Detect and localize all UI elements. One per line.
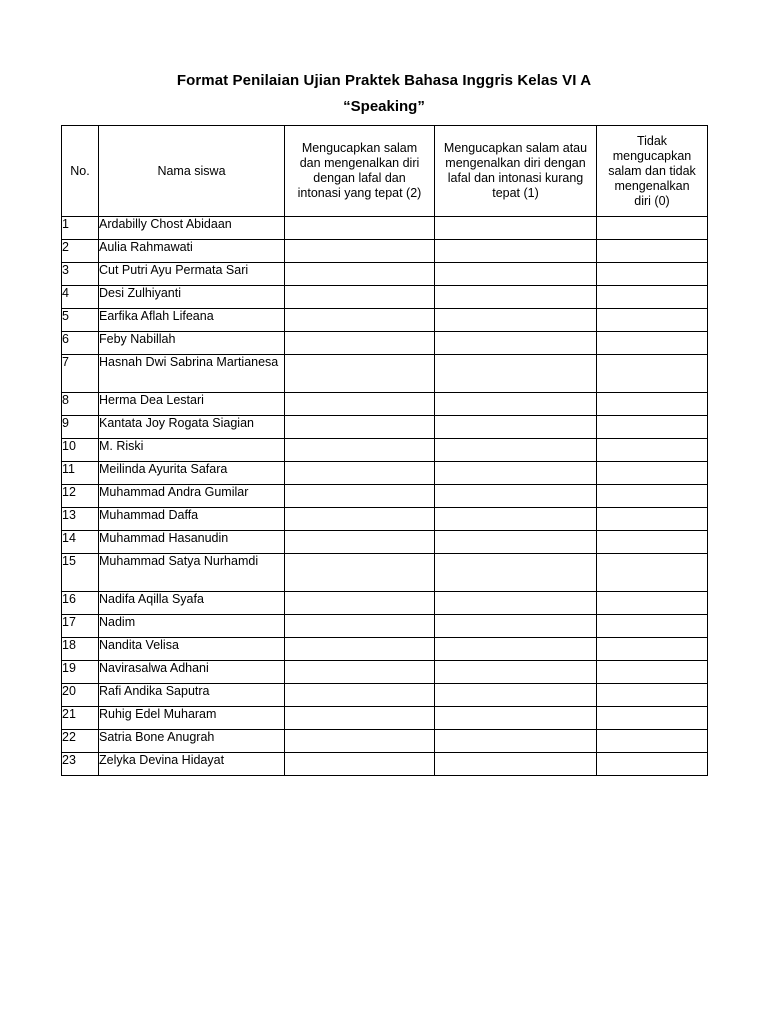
table-row <box>62 753 708 776</box>
student-name: Ardabilly Chost Abidaan <box>99 217 285 240</box>
score-2-cell <box>285 684 435 707</box>
row-number: 19 <box>62 661 99 684</box>
table-row <box>62 592 708 615</box>
student-name: Muhammad Satya Nurhamdi <box>99 554 285 592</box>
header-score-1-label: Mengucapkan salam atau mengenalkan diri dengan lafal dan intonasi kurang tepat (1) <box>443 141 588 200</box>
student-name: Desi Zulhiyanti <box>99 286 285 309</box>
student-name: Zelyka Devina Hidayat <box>99 753 285 776</box>
row-number: 18 <box>62 638 99 661</box>
student-name: Nadim <box>99 615 285 638</box>
row-number: 10 <box>62 439 99 462</box>
score-1-cell <box>435 531 597 554</box>
row-number: 3 <box>62 263 99 286</box>
score-1-cell <box>435 592 597 615</box>
document-subtitle: “Speaking” <box>343 98 425 115</box>
score-0-cell <box>597 531 708 554</box>
header-score-2-label: Mengucapkan salam dan mengenalkan diri dengan lafal dan intonasi yang tepat (2) <box>297 141 422 200</box>
score-1-cell <box>435 638 597 661</box>
score-2-cell <box>285 638 435 661</box>
score-2-cell <box>285 217 435 240</box>
score-0-cell <box>597 332 708 355</box>
student-name: Rafi Andika Saputra <box>99 684 285 707</box>
score-2-cell <box>285 531 435 554</box>
score-0-cell <box>597 592 708 615</box>
student-name: Feby Nabillah <box>99 332 285 355</box>
score-2-cell <box>285 592 435 615</box>
score-1-cell <box>435 485 597 508</box>
document-title: Format Penilaian Ujian Praktek Bahasa Inggris Kelas VI A <box>176 72 592 89</box>
score-0-cell <box>597 730 708 753</box>
score-2-cell <box>285 707 435 730</box>
table-row <box>62 462 708 485</box>
score-1-cell <box>435 615 597 638</box>
row-number: 14 <box>62 531 99 554</box>
score-2-cell <box>285 263 435 286</box>
score-0-cell <box>597 240 708 263</box>
header-score-2 <box>285 126 435 217</box>
score-1-cell <box>435 332 597 355</box>
row-number: 16 <box>62 592 99 615</box>
score-0-cell <box>597 753 708 776</box>
score-2-cell <box>285 485 435 508</box>
table-row <box>62 684 708 707</box>
student-name: Ruhig Edel Muharam <box>99 707 285 730</box>
score-0-cell <box>597 286 708 309</box>
score-2-cell <box>285 753 435 776</box>
score-2-cell <box>285 508 435 531</box>
score-1-cell <box>435 240 597 263</box>
score-2-cell <box>285 554 435 592</box>
student-name: Earfika Aflah Lifeana <box>99 309 285 332</box>
student-name: Satria Bone Anugrah <box>99 730 285 753</box>
student-name: Hasnah Dwi Sabrina Martianesa <box>99 355 285 393</box>
row-number: 7 <box>62 355 99 393</box>
score-1-cell <box>435 286 597 309</box>
score-0-cell <box>597 707 708 730</box>
student-name: Muhammad Daffa <box>99 508 285 531</box>
table-row <box>62 638 708 661</box>
table-row <box>62 531 708 554</box>
table-row <box>62 355 708 393</box>
score-1-cell <box>435 217 597 240</box>
row-number: 4 <box>62 286 99 309</box>
score-0-cell <box>597 355 708 393</box>
row-number: 6 <box>62 332 99 355</box>
student-name: Nandita Velisa <box>99 638 285 661</box>
score-0-cell <box>597 217 708 240</box>
score-0-cell <box>597 393 708 416</box>
table-row <box>62 309 708 332</box>
student-name: Muhammad Andra Gumilar <box>99 485 285 508</box>
table-row <box>62 707 708 730</box>
score-2-cell <box>285 615 435 638</box>
table-body <box>62 217 708 776</box>
header-name-label: Nama siswa <box>157 163 226 178</box>
header-score-0-label: Tidak mengucapkan salam dan tidak mengenalkan diri (0) <box>608 133 696 208</box>
score-1-cell <box>435 263 597 286</box>
table-row <box>62 393 708 416</box>
table-row <box>62 263 708 286</box>
score-2-cell <box>285 309 435 332</box>
student-name: Navirasalwa Adhani <box>99 661 285 684</box>
score-0-cell <box>597 309 708 332</box>
score-1-cell <box>435 462 597 485</box>
student-name: Herma Dea Lestari <box>99 393 285 416</box>
row-number: 8 <box>62 393 99 416</box>
row-number: 20 <box>62 684 99 707</box>
score-1-cell <box>435 355 597 393</box>
header-score-1 <box>435 126 597 217</box>
score-1-cell <box>435 661 597 684</box>
score-0-cell <box>597 554 708 592</box>
table-row <box>62 439 708 462</box>
header-no <box>62 126 99 217</box>
score-0-cell <box>597 462 708 485</box>
score-1-cell <box>435 309 597 332</box>
row-number: 13 <box>62 508 99 531</box>
student-name: Meilinda Ayurita Safara <box>99 462 285 485</box>
table-row <box>62 217 708 240</box>
table-row <box>62 286 708 309</box>
score-2-cell <box>285 439 435 462</box>
score-1-cell <box>435 707 597 730</box>
row-number: 17 <box>62 615 99 638</box>
header-no-label: No. <box>70 163 90 178</box>
table-row <box>62 508 708 531</box>
score-2-cell <box>285 661 435 684</box>
score-0-cell <box>597 416 708 439</box>
score-1-cell <box>435 730 597 753</box>
header-row <box>62 126 708 217</box>
row-number: 22 <box>62 730 99 753</box>
student-name: M. Riski <box>99 439 285 462</box>
table-row <box>62 661 708 684</box>
table-header <box>62 126 708 217</box>
score-1-cell <box>435 416 597 439</box>
student-name: Cut Putri Ayu Permata Sari <box>99 263 285 286</box>
table-row <box>62 615 708 638</box>
table-row <box>62 332 708 355</box>
row-number: 5 <box>62 309 99 332</box>
score-1-cell <box>435 508 597 531</box>
table-row <box>62 416 708 439</box>
row-number: 1 <box>62 217 99 240</box>
score-0-cell <box>597 263 708 286</box>
score-2-cell <box>285 355 435 393</box>
row-number: 23 <box>62 753 99 776</box>
score-0-cell <box>597 638 708 661</box>
score-1-cell <box>435 393 597 416</box>
student-name: Kantata Joy Rogata Siagian <box>99 416 285 439</box>
row-number: 2 <box>62 240 99 263</box>
score-1-cell <box>435 554 597 592</box>
score-0-cell <box>597 485 708 508</box>
score-2-cell <box>285 462 435 485</box>
score-1-cell <box>435 439 597 462</box>
score-1-cell <box>435 684 597 707</box>
score-2-cell <box>285 730 435 753</box>
score-2-cell <box>285 416 435 439</box>
score-0-cell <box>597 615 708 638</box>
row-number: 21 <box>62 707 99 730</box>
row-number: 12 <box>62 485 99 508</box>
score-2-cell <box>285 332 435 355</box>
table-row <box>62 730 708 753</box>
score-2-cell <box>285 240 435 263</box>
score-0-cell <box>597 684 708 707</box>
table-row <box>62 240 708 263</box>
score-0-cell <box>597 661 708 684</box>
row-number: 11 <box>62 462 99 485</box>
student-name: Aulia Rahmawati <box>99 240 285 263</box>
score-1-cell <box>435 753 597 776</box>
score-0-cell <box>597 508 708 531</box>
row-number: 15 <box>62 554 99 592</box>
table-row <box>62 554 708 592</box>
header-name <box>99 126 285 217</box>
student-name: Nadifa Aqilla Syafa <box>99 592 285 615</box>
row-number: 9 <box>62 416 99 439</box>
table-row <box>62 485 708 508</box>
score-0-cell <box>597 439 708 462</box>
assessment-table <box>61 125 708 776</box>
header-score-0 <box>597 126 708 217</box>
student-name: Muhammad Hasanudin <box>99 531 285 554</box>
score-2-cell <box>285 286 435 309</box>
score-2-cell <box>285 393 435 416</box>
